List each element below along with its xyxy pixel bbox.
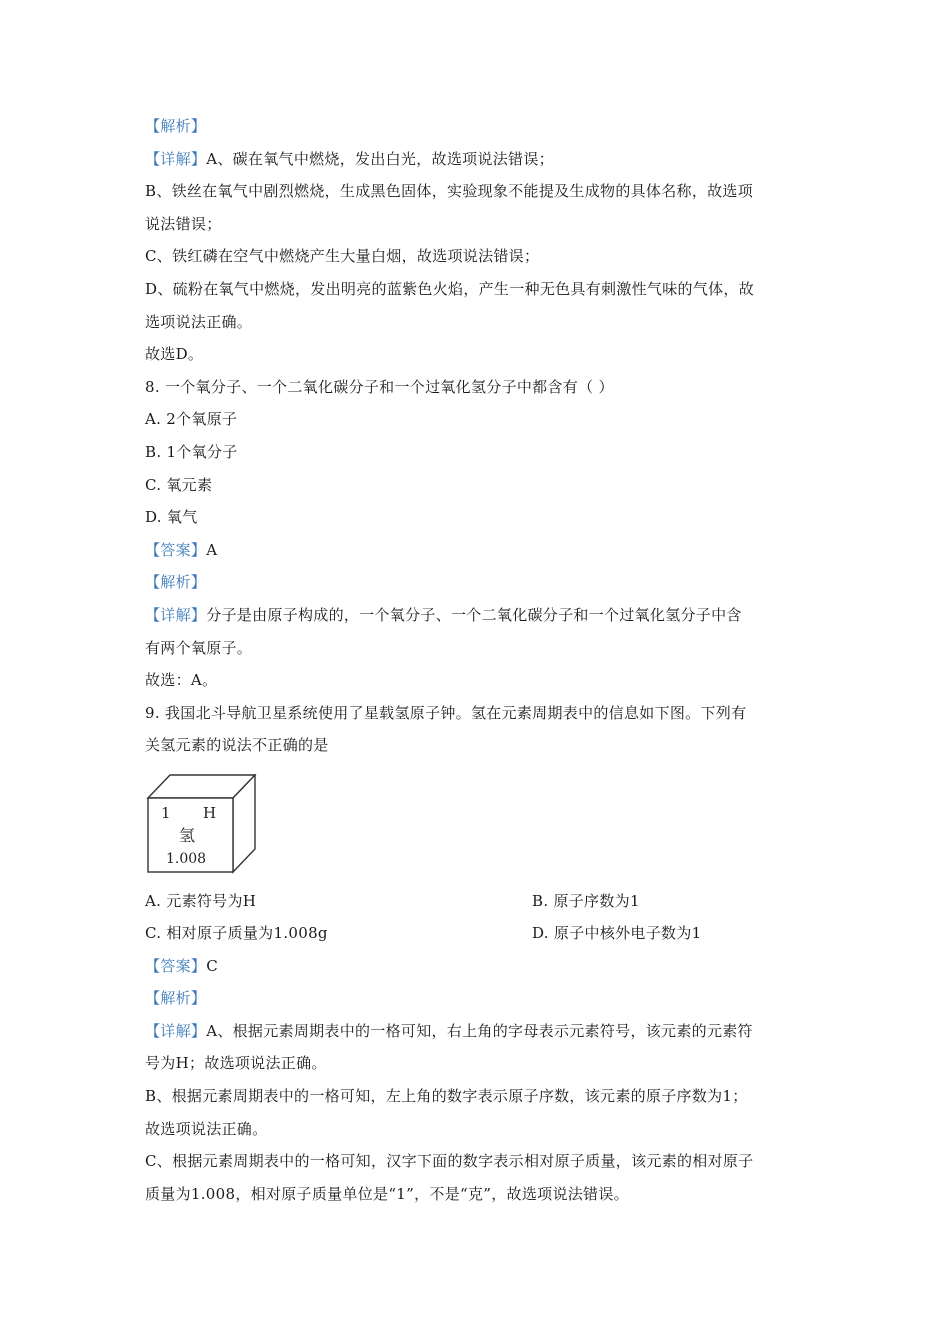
q9-option-a: A. 元素符号为H (145, 892, 257, 910)
detail-text: A、根据元素周期表中的一格可知，右上角的字母表示元素符号，该元素的元素符 (206, 1022, 753, 1040)
q8-answer (145, 540, 217, 560)
analysis-tag: 【解析】 (145, 117, 207, 135)
detail-tag: 【详解】 (145, 150, 207, 168)
q9-option-c: C. 相对原子质量为1.008g (145, 924, 328, 942)
answer-value: C (206, 957, 218, 975)
element-mass: 1.008 (166, 851, 207, 867)
q9-analysis-tag: 【解析】 (145, 989, 207, 1007)
element-atomic-number: 1 (161, 804, 171, 822)
q9-stem-line2: 关氢元素的说法不正确的是 (145, 736, 329, 754)
q8-option-d: D. 氧气 (145, 508, 198, 526)
answer-tag: 【答案】 (145, 541, 207, 559)
detail-line-c: C、铁红磷在空气中燃烧产生大量白烟，故选项说法错误； (145, 247, 540, 265)
hydrogen-element-cell-figure (145, 774, 257, 874)
detail-line-d2: 选项说法正确。 (145, 313, 253, 331)
element-name: 氢 (179, 826, 196, 845)
q9-detail-a2: 号为H；故选项说法正确。 (145, 1054, 327, 1072)
q8-detail-line2: 有两个氧原子。 (145, 639, 253, 657)
detail-line-d1: D、硫粉在氧气中燃烧，发出明亮的蓝紫色火焰，产生一种无色具有刺激性气味的气体，故 (145, 280, 755, 298)
q9-detail-c2: 质量为1.008，相对原子质量单位是“1”，不是“克”，故选项说法错误。 (145, 1185, 629, 1203)
answer-tag: 【答案】 (145, 957, 207, 975)
q9-option-d: D. 原子中核外电子数为1 (532, 924, 702, 942)
q9-answer (145, 956, 218, 976)
q9-stem-line1: 9. 我国北斗导航卫星系统使用了星载氢原子钟。氢在元素周期表中的信息如下图。下列有 (145, 704, 747, 722)
q8-option-a: A. 2个氧原子 (145, 410, 238, 428)
conclusion: 故选D。 (145, 345, 204, 363)
q8-analysis-tag: 【解析】 (145, 573, 207, 591)
q8-option-c: C. 氧元素 (145, 476, 213, 494)
q9-detail-b1: B、根据元素周期表中的一格可知，左上角的数字表示原子序数，该元素的原子序数为1； (145, 1087, 748, 1105)
answer-value: A (206, 541, 218, 559)
q9-option-b: B. 原子序数为1 (532, 892, 640, 910)
detail-line-b1: B、铁丝在氧气中剧烈燃烧，生成黑色固体，实验现象不能提及生成物的具体名称，故选项 (145, 182, 754, 200)
q8-stem: 8. 一个氧分子、一个二氧化碳分子和一个过氧化氢分子中都含有（ ） (145, 378, 614, 396)
q9-detail-b2: 故选项说法正确。 (145, 1120, 268, 1138)
q8-detail-line1 (145, 605, 742, 625)
detail-line-b2: 说法错误； (145, 215, 222, 233)
detail-text: 分子是由原子构成的，一个氧分子、一个二氧化碳分子和一个过氧化氢分子中含 (206, 606, 742, 624)
q8-conclusion: 故选：A。 (145, 671, 218, 689)
element-symbol: H (203, 804, 217, 822)
q9-detail-a1 (145, 1021, 753, 1041)
detail-tag: 【详解】 (145, 1022, 207, 1040)
detail-line-a (145, 149, 554, 169)
detail-tag: 【详解】 (145, 606, 207, 624)
q8-option-b: B. 1个氧分子 (145, 443, 238, 461)
detail-text: A、碳在氧气中燃烧，发出白光，故选项说法错误； (206, 150, 554, 168)
q9-detail-c1: C、根据元素周期表中的一格可知，汉字下面的数字表示相对原子质量，该元素的相对原子 (145, 1152, 754, 1170)
